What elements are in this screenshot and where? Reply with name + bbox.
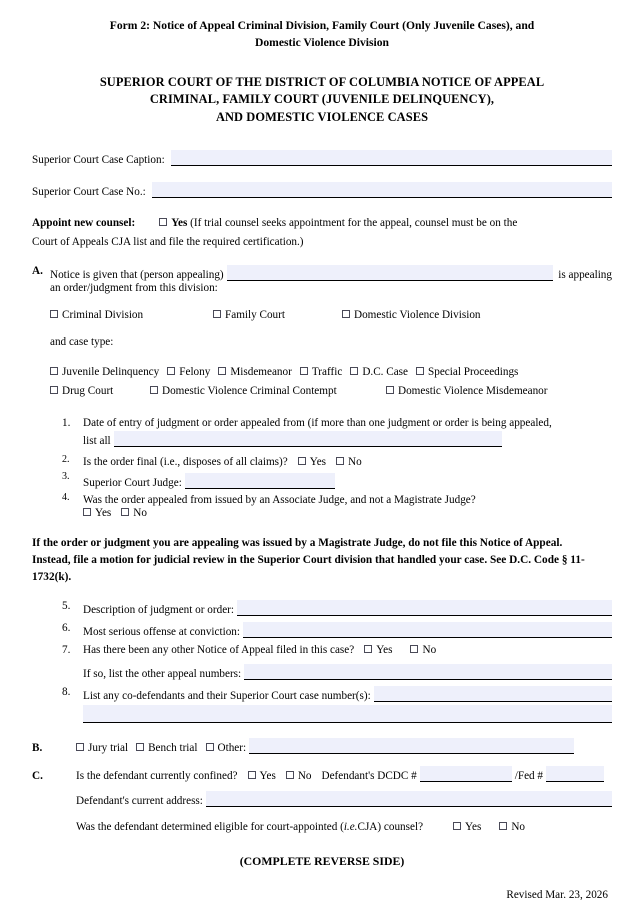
item-6-label: Most serious offense at conviction: xyxy=(83,626,241,639)
checkbox-icon xyxy=(121,508,129,516)
checkbox-icon xyxy=(298,457,306,465)
checkbox-icon xyxy=(386,386,394,394)
item-3-label: Superior Court Judge: xyxy=(83,477,182,490)
checkbox-icon xyxy=(167,367,175,375)
checkbox-icon xyxy=(213,310,221,318)
case-type-dv-criminal-contempt-label: Domestic Violence Criminal Contempt xyxy=(162,384,337,397)
case-type-lead: and case type: xyxy=(50,335,114,348)
trial-type-bench-checkbox[interactable] xyxy=(136,742,197,754)
cja-question-post: CJA) counsel? xyxy=(357,821,424,834)
appoint-counsel-yes-checkbox[interactable] xyxy=(159,214,187,232)
checkbox-icon xyxy=(150,386,158,394)
co-defendants-input-line-2[interactable] xyxy=(83,705,612,723)
checkbox-icon xyxy=(410,645,418,653)
trial-type-other-checkbox[interactable] xyxy=(206,742,247,754)
person-appealing-row xyxy=(50,265,612,281)
item-4-yes-label: Yes xyxy=(95,507,112,520)
case-type-row-2 xyxy=(50,382,612,401)
checkbox-icon xyxy=(499,822,507,830)
case-caption-block xyxy=(0,146,644,198)
list-item xyxy=(62,686,612,723)
section-a-letter: A. xyxy=(32,264,43,277)
cja-question-italic: i.e. xyxy=(343,821,358,834)
case-type-misdemeanor-label: Misdemeanor xyxy=(230,365,292,378)
case-type-row-1 xyxy=(50,363,612,382)
case-type-checkbox-group xyxy=(50,363,612,401)
co-defendants-input[interactable] xyxy=(374,686,612,702)
checkbox-icon xyxy=(206,743,214,751)
item-4-number: 4. xyxy=(62,492,70,504)
item-2-no-label: No xyxy=(348,456,362,469)
warning-line-2: Instead, file a motion for judicial review in the Superior Court division that handled your case. See D.C. Code § 11- xyxy=(32,554,585,567)
court-title xyxy=(40,74,604,127)
list-item xyxy=(62,456,612,468)
court-title-line-1: SUPERIOR COURT OF THE DISTRICT OF COLUMBIA NOTICE OF APPEAL xyxy=(99,74,545,89)
dcdc-number-input[interactable] xyxy=(420,766,512,782)
trial-type-jury-label: Jury trial xyxy=(88,742,129,755)
defendant-address-row xyxy=(32,791,612,807)
division-criminal-label: Criminal Division xyxy=(62,308,144,321)
case-type-drug-court-label: Drug Court xyxy=(62,384,114,397)
item-4-yes-checkbox[interactable] xyxy=(83,507,111,519)
case-type-felony-checkbox[interactable] xyxy=(167,363,210,382)
trial-type-other-label: Other: xyxy=(217,742,247,755)
revised-date: Revised Mar. 23, 2026 xyxy=(506,889,608,901)
division-domestic-violence-label: Domestic Violence Division xyxy=(354,308,481,321)
notice-of-appeal-form xyxy=(0,18,644,901)
case-type-dv-criminal-contempt-checkbox[interactable] xyxy=(150,382,378,401)
item-5-number: 5. xyxy=(62,600,71,613)
item-4-no-checkbox[interactable] xyxy=(121,507,147,519)
section-c-row xyxy=(32,766,612,782)
list-item xyxy=(62,494,612,519)
checkbox-icon xyxy=(364,645,372,653)
checkbox-icon xyxy=(453,822,461,830)
item-7-yes-label: Yes xyxy=(376,644,393,657)
section-a xyxy=(32,265,612,401)
division-family-court-checkbox[interactable] xyxy=(213,309,342,321)
item-3-number: 3. xyxy=(62,471,70,483)
item-2-number: 2. xyxy=(62,454,70,466)
case-type-dv-misdemeanor-label: Domestic Violence Misdemeanor xyxy=(398,384,548,397)
checkbox-icon xyxy=(350,367,358,375)
trial-type-jury-checkbox[interactable] xyxy=(76,742,128,754)
confined-question: Is the defendant currently confined? xyxy=(76,770,238,783)
case-type-special-proceedings-label: Special Proceedings xyxy=(428,365,519,378)
list-item xyxy=(62,417,612,447)
checkbox-icon xyxy=(336,457,344,465)
form-title xyxy=(70,18,574,52)
checkbox-icon xyxy=(76,743,84,751)
item-7-sub-label: If so, list the other appeal numbers: xyxy=(83,668,242,681)
description-of-judgment-input[interactable] xyxy=(237,600,612,616)
item-7-text: Has there been any other Notice of Appeal filed in this case? xyxy=(83,644,355,657)
item-1-input[interactable] xyxy=(114,431,502,447)
checkbox-icon xyxy=(136,743,144,751)
checkbox-icon xyxy=(286,771,294,779)
cja-yes-checkbox[interactable] xyxy=(453,821,481,833)
checkbox-icon xyxy=(50,386,58,394)
case-type-dv-misdemeanor-checkbox[interactable] xyxy=(386,382,548,401)
case-type-drug-court-checkbox[interactable] xyxy=(50,382,142,401)
checkbox-icon xyxy=(83,508,91,516)
item-7-number: 7. xyxy=(62,644,71,657)
item-4-no-label: No xyxy=(133,507,147,520)
checkbox-icon xyxy=(342,310,350,318)
trial-type-other-input[interactable] xyxy=(249,738,574,754)
complete-reverse-side-notice: (COMPLETE REVERSE SIDE) xyxy=(239,854,405,869)
checkbox-icon xyxy=(300,367,308,375)
list-item xyxy=(62,644,612,680)
section-b-row xyxy=(32,738,612,754)
appoint-counsel-block xyxy=(32,214,612,250)
section-b-letter: B. xyxy=(32,742,43,755)
item-7-no-label: No xyxy=(422,644,437,657)
most-serious-offense-input[interactable] xyxy=(243,622,612,638)
dcdc-number-label: Defendant's DCDC # xyxy=(321,770,417,783)
case-type-dc-case-checkbox[interactable] xyxy=(350,363,408,382)
item-8-label: List any co-defendants and their Superior Court case number(s): xyxy=(83,690,371,703)
defendant-address-input[interactable] xyxy=(206,791,612,807)
sections-b-c xyxy=(32,738,612,833)
fed-number-label: /Fed # xyxy=(514,770,544,783)
confined-yes-label: Yes xyxy=(259,770,276,783)
court-title-line-3: AND DOMESTIC VIOLENCE CASES xyxy=(215,109,429,124)
confined-no-checkbox[interactable] xyxy=(286,770,312,782)
list-item xyxy=(62,600,612,616)
case-type-traffic-checkbox[interactable] xyxy=(300,363,342,382)
warning-line-1: If the order or judgment you are appealing was issued by a Magistrate Judge, do not file this Notice of Appeal. xyxy=(32,537,563,550)
item-6-number: 6. xyxy=(62,622,71,635)
item-2-text: Is the order final (i.e., disposes of all claims)? xyxy=(83,456,288,469)
warning-line-3: 1732(k). xyxy=(32,570,72,583)
cja-yes-label: Yes xyxy=(465,821,482,834)
person-appealing-label: Notice is given that (person appealing) xyxy=(50,268,224,281)
cja-no-label: No xyxy=(511,821,526,834)
case-type-dc-case-label: D.C. Case xyxy=(362,365,408,378)
item-2-no-checkbox[interactable] xyxy=(336,456,362,468)
checkbox-icon xyxy=(50,310,58,318)
case-number-input[interactable] xyxy=(152,182,612,198)
case-type-traffic-label: Traffic xyxy=(311,365,343,378)
checkbox-icon xyxy=(50,367,58,375)
order-judgment-text: an order/judgment from this division: xyxy=(50,281,218,294)
appoint-counsel-note-line-1: (If trial counsel seeks appointment for the appeal, counsel must be on the xyxy=(190,217,518,230)
checkbox-icon xyxy=(248,771,256,779)
cja-question-pre: Was the defendant determined eligible for court-appointed ( xyxy=(76,821,344,834)
other-appeal-numbers-input[interactable] xyxy=(244,664,612,680)
list-item xyxy=(62,622,612,638)
confined-yes-checkbox[interactable] xyxy=(248,770,276,782)
case-type-misdemeanor-checkbox[interactable] xyxy=(218,363,292,382)
items-1-4-list xyxy=(62,417,612,519)
section-c-letter: C. xyxy=(32,770,43,783)
item-5-label: Description of judgment or order: xyxy=(83,604,234,617)
case-caption-row xyxy=(32,146,612,166)
item-7-yes-checkbox[interactable] xyxy=(364,644,392,656)
trial-type-bench-label: Bench trial xyxy=(148,742,198,755)
case-caption-input[interactable] xyxy=(171,150,612,166)
case-caption-label: Superior Court Case Caption: xyxy=(32,154,165,167)
magistrate-judge-warning xyxy=(32,535,612,585)
item-7-no-checkbox[interactable] xyxy=(410,644,436,656)
person-appealing-input[interactable] xyxy=(227,265,554,281)
appoint-counsel-yes-label: Yes xyxy=(171,217,188,230)
form-title-line-1: Form 2: Notice of Appeal Criminal Division, Family Court (Only Juvenile Cases), and xyxy=(109,19,535,32)
division-checkbox-group xyxy=(50,309,612,321)
checkbox-icon xyxy=(159,218,167,226)
case-type-juvenile-delinquency-checkbox[interactable] xyxy=(50,363,159,382)
cja-eligibility-row xyxy=(32,821,612,833)
item-1-list-all-label: list all xyxy=(83,435,111,448)
list-item xyxy=(62,473,612,489)
checkbox-icon xyxy=(416,367,424,375)
defendant-address-label: Defendant's current address: xyxy=(76,795,203,808)
cja-no-checkbox[interactable] xyxy=(499,821,525,833)
item-4-text: Was the order appealed from issued by an Associate Judge, and not a Magistrate Judge? xyxy=(83,494,476,507)
superior-court-judge-input[interactable] xyxy=(185,473,335,489)
division-family-court-label: Family Court xyxy=(225,308,285,321)
items-5-8-list xyxy=(62,600,612,723)
confined-no-label: No xyxy=(297,770,312,783)
division-domestic-violence-checkbox[interactable] xyxy=(342,309,481,321)
case-number-row xyxy=(32,178,612,198)
case-number-label: Superior Court Case No.: xyxy=(32,186,146,199)
fed-number-input[interactable] xyxy=(546,766,604,782)
case-type-special-proceedings-checkbox[interactable] xyxy=(416,363,518,382)
form-title-line-2: Domestic Violence Division xyxy=(255,35,389,49)
case-type-juvenile-delinquency-label: Juvenile Delinquency xyxy=(62,365,160,378)
is-appealing-text: is appealing xyxy=(558,268,612,281)
item-2-yes-label: Yes xyxy=(309,456,327,469)
court-title-line-2: CRIMINAL, FAMILY COURT (JUVENILE DELINQUENCY), xyxy=(149,92,495,107)
item-1-number: 1. xyxy=(62,417,71,430)
division-criminal-checkbox[interactable] xyxy=(50,309,213,321)
appoint-counsel-label: Appoint new counsel: xyxy=(32,217,136,230)
item-2-yes-checkbox[interactable] xyxy=(298,456,326,468)
item-1-text: Date of entry of judgment or order appealed from (if more than one judgment or order is being appealed, xyxy=(83,417,552,430)
appoint-counsel-note-line-2: Court of Appeals CJA list and file the required certification.) xyxy=(32,235,304,248)
item-8-number: 8. xyxy=(62,686,71,699)
case-type-felony-label: Felony xyxy=(179,365,211,378)
checkbox-icon xyxy=(218,367,226,375)
